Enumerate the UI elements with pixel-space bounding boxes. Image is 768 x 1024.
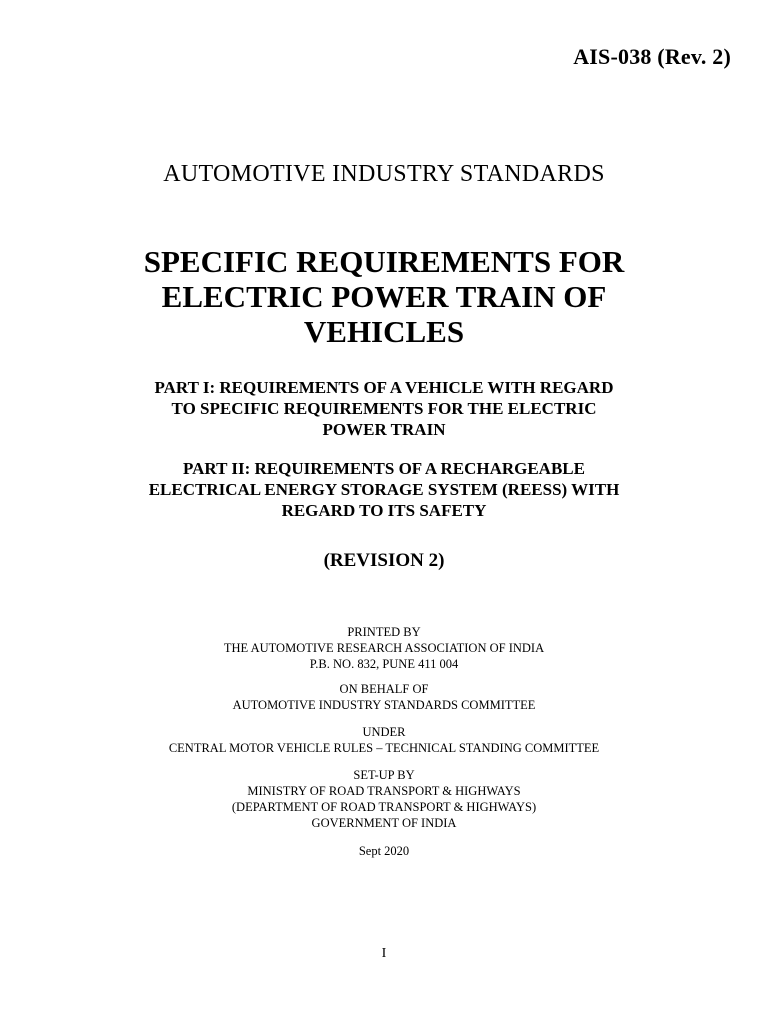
series-title: AUTOMOTIVE INDUSTRY STANDARDS [163, 161, 605, 187]
part-two-heading [0, 458, 768, 521]
part-two-line: REGARD TO ITS SAFETY [281, 501, 487, 520]
publication-date: Sept 2020 [358, 844, 410, 858]
set-up-by-line: SET-UP BY [353, 768, 415, 782]
under-line: UNDER [362, 725, 406, 739]
printed-by-line: PRINTED BY [347, 625, 421, 639]
printed-by-line: P.B. NO. 832, PUNE 411 004 [309, 657, 459, 671]
part-one-line: PART I: REQUIREMENTS OF A VEHICLE WITH REGARD [154, 378, 614, 397]
part-one-heading [0, 377, 768, 440]
on-behalf-line: ON BEHALF OF [339, 682, 429, 696]
set-up-by-line: MINISTRY OF ROAD TRANSPORT & HIGHWAYS [247, 784, 521, 798]
on-behalf-block [0, 681, 768, 713]
part-one-line: TO SPECIFIC REQUIREMENTS FOR THE ELECTRIC [171, 399, 597, 418]
main-title-line: VEHICLES [303, 314, 465, 349]
set-up-by-line: GOVERNMENT OF INDIA [311, 816, 457, 830]
under-line: CENTRAL MOTOR VEHICLE RULES – TECHNICAL STANDING COMMITTEE [168, 741, 600, 755]
page-number: I [381, 946, 387, 961]
document-code: AIS-038 (Rev. 2) [573, 44, 731, 69]
under-block [0, 724, 768, 756]
printed-by-line: THE AUTOMOTIVE RESEARCH ASSOCIATION OF INDIA [223, 641, 545, 655]
part-one-line: POWER TRAIN [322, 420, 446, 439]
set-up-by-block [0, 767, 768, 831]
on-behalf-line: AUTOMOTIVE INDUSTRY STANDARDS COMMITTEE [232, 698, 536, 712]
revision-label: (REVISION 2) [323, 550, 445, 571]
set-up-by-line: (DEPARTMENT OF ROAD TRANSPORT & HIGHWAYS) [231, 800, 537, 814]
main-title-line: ELECTRIC POWER TRAIN OF [161, 279, 607, 314]
printed-by-block [0, 624, 768, 672]
main-title [0, 244, 768, 349]
part-two-line: ELECTRICAL ENERGY STORAGE SYSTEM (REESS) WITH [148, 480, 620, 499]
part-two-line: PART II: REQUIREMENTS OF A RECHARGEABLE [183, 459, 585, 478]
main-title-line: SPECIFIC REQUIREMENTS FOR [143, 244, 625, 279]
